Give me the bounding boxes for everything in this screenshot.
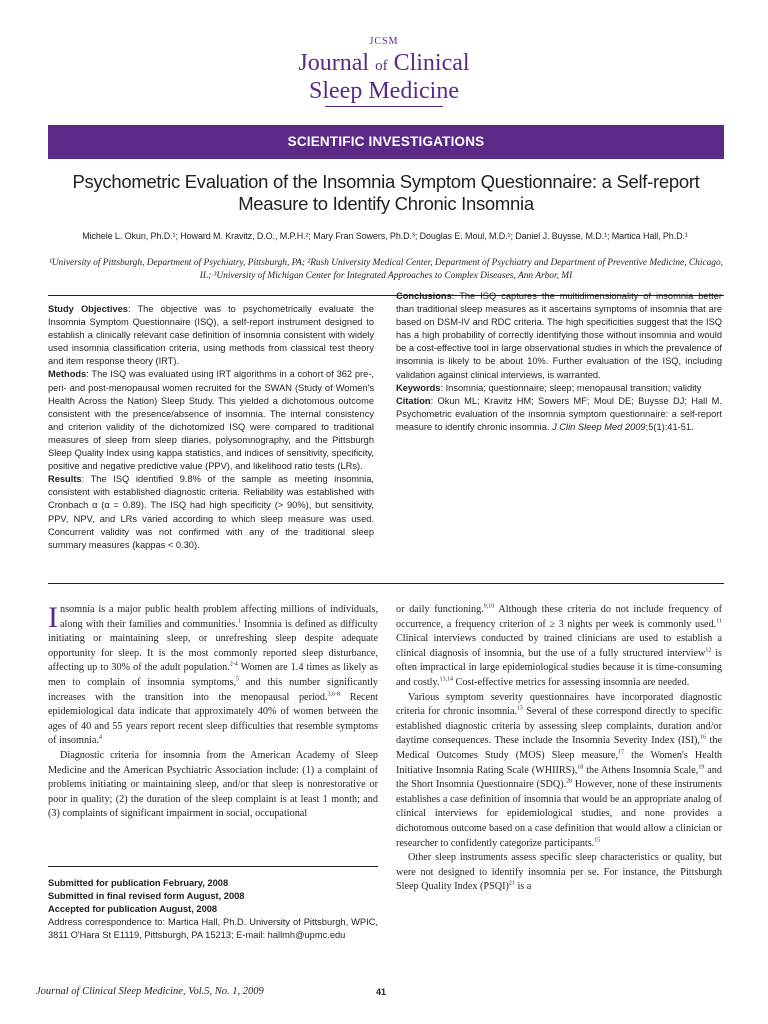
citation-ref: 19 (698, 764, 705, 771)
abstract-text: : Okun ML; Kravitz HM; Sowers MF; Moul DE; Buysse DJ; Hall M. Psychometric evaluation of the insomnia symptom questionnaire: a self-report measure to identify chronic insomnia. (396, 395, 722, 432)
body-text: the Medical Outcomes Study (MOS) Sleep measure, (396, 735, 722, 761)
abstract-label: Keywords (396, 382, 441, 393)
citation-ref: 17 (618, 749, 625, 756)
body-text: and this number significantly increases with the transition into the menopausal period. (48, 676, 378, 703)
journal-name-line1 (0, 50, 768, 79)
citation-ref: 9,10 (483, 603, 495, 610)
abstract-bottom-rule (48, 583, 724, 584)
abstract-right-column (396, 290, 722, 434)
body-right-column (396, 603, 722, 895)
citation-ref: 4 (98, 734, 102, 741)
body-text: or daily functioning. (396, 604, 484, 615)
abstract-label: Citation (396, 395, 431, 406)
citation-ref: 2-4 (229, 661, 238, 668)
correspondence-address: Address correspondence to: Martica Hall, Ph.D. University of Pittsburgh, WPIC, 3811 O'Hara St E1119, Pittsburgh, PA 15213; E-mail: hallmh@upmc.edu (48, 917, 378, 940)
citation-ref: 20 (566, 778, 573, 785)
body-left-column (48, 603, 378, 822)
citation-ref: 15 (517, 705, 524, 712)
citation-ref: 5 (236, 676, 240, 683)
submitted-date: Submitted for publication February, 2008 (48, 878, 229, 888)
footer-journal-reference: Journal of Clinical Sleep Medicine, Vol.5, No. 1, 2009 (36, 986, 264, 997)
body-text: the Women's Health Initiative Insomnia Rating Scale (WHIIRS), (396, 749, 722, 776)
body-text: Although these criteria do not include frequency of occurrence, a frequency criterion of ≥ 3 nights per week is commonly used. (396, 604, 722, 630)
body-text: Other sleep instruments assess specific sleep characteristics or quality, but were not designed to identify insomnia per se. For instance, the Pittsburgh Sleep Quality Index (PSQI) (396, 852, 722, 893)
body-text: and the Short Insomnia Questionnaire (SDQ). (396, 764, 722, 791)
citation-journal: J Clin Sleep Med 2009 (552, 421, 646, 432)
citation-ref: 16 (699, 734, 706, 741)
body-text: nsomnia is a major public health problem affecting millions of individuals, along with their families and communities. (60, 604, 378, 630)
body-text: the Athens Insomnia Scale, (583, 764, 699, 776)
abstract-text: : The ISQ captures the multidimensionality of insomnia better than traditional sleep measures as it ascertains symptoms of insomnia that are based on DSM-IV and RDC criteria. The high specificities suggest that the ISQ has a high probability of correctly identifying those without insomnia and would be a cost-effective tool in large observational studies in which the prevalence of insomnia is likely to be about 10%. Further evaluation of the ISQ, including validation against clinical interviews, is warranted. (396, 291, 722, 380)
abstract-keywords (396, 382, 722, 395)
drop-cap: I (48, 601, 58, 634)
body-text: Several of these correspond directly to specific established diagnostic criteria by assessing sleep complaints, duration and/or daytime consequences. These include the Insomnia Severity Index (ISI), (396, 706, 722, 747)
abstract-conclusions (396, 290, 722, 382)
body-paragraph (396, 691, 722, 852)
body-text: Cost-effective metrics for assessing insomnia are needed. (452, 676, 690, 688)
citation-ref: 18 (577, 764, 584, 771)
body-text: Various symptom severity questionnaires have incorporated diagnostic criteria for chronic insomnia. (396, 691, 722, 718)
body-text: Women are 1.4 times as likely as men to complain of insomnia symptoms, (48, 662, 378, 688)
abstract-label: Study Objectives (48, 304, 128, 314)
body-text: Recent epidemiological data indicate that approximately 40% of women between the ages of 40 and 55 years report recent sleep difficulties that resemble symptoms of insomnia. (48, 691, 378, 747)
journal-name-word: Journal (298, 50, 370, 76)
journal-name-of: of (375, 58, 388, 74)
abstract-label: Results (48, 474, 82, 485)
body-text: Insomnia is defined as difficulty initiating or maintaining sleep, or unrefreshing sleep despite adequate opportunity for sleep. It is the most commonly reported sleep disturbance, affecting up to 30% of the adult population. (48, 618, 378, 674)
abstract-text: : The objective was to psychometrically evaluate the Insomnia Symptom Questionnaire (ISQ), a self-report instrument designed to establish a clinically relevant case definition of insomnia consistent with widely used insomnia classification criteria, using methods from classical test theory and item response theory (IRT). (48, 304, 374, 367)
revised-date: Submitted in final revised form August, 2008 (48, 891, 245, 901)
masthead-divider (325, 106, 443, 107)
abstract-objectives (48, 303, 374, 368)
abstract-text: ;5(1):41-51. (645, 421, 694, 432)
abstract-methods (48, 368, 374, 473)
abstract-results (48, 473, 374, 552)
body-paragraph (396, 603, 722, 691)
abstract-citation (396, 395, 722, 434)
article-title: Psychometric Evaluation of the Insomnia Symptom Questionnaire: a Self-report Measure to Identify Chronic Insomnia (72, 171, 700, 214)
body-text: Clinical interviews conducted by trained clinicians are used to establish a clinical diagnosis of insomnia, but the use of a fully structured interview (396, 633, 722, 659)
body-text: is often impractical in large epidemiological studies because it is time-consuming and costly. (396, 647, 723, 688)
submission-info (48, 877, 378, 942)
citation-ref: 1 (237, 618, 241, 625)
citation-ref: 21 (508, 880, 515, 887)
article-affiliations: ¹University of Pittsburgh, Department of Psychiatry, Pittsburgh, PA; ²Rush University Medical Center, Department of Psychiatry and Department of Preventive Medicine, Chicago, IL; ³University of Michigan Center for Integrated Approaches to Complex Diseases, Ann Arbor, MI (48, 258, 724, 281)
body-paragraph (48, 603, 378, 749)
citation-ref: 11 (716, 618, 722, 625)
citation-ref: 15 (594, 837, 601, 844)
abstract-left-column (48, 303, 374, 552)
body-text: However, none of these instruments establishes a case definition of insomnia that would be an appropriate analog of clinical interviews for epidemiological studies, and none provides a dichotomous outcome based on a case definition that would allow a clinician or researcher to confidently categorize participants. (396, 779, 722, 849)
section-banner: SCIENTIFIC INVESTIGATIONS (48, 125, 724, 159)
citation-ref: 13,14 (439, 676, 453, 683)
submission-rule (48, 866, 378, 867)
body-paragraph (396, 851, 722, 895)
abstract-text: : The ISQ identified 9.8% of the sample as meeting insomnia, consistent with established diagnostic criteria. Reliability was established with Cronbach α (α = 0.89). The ISQ had high specificity (> 90%), but sensitivity, PPV, NPV, and LRs varied according to which sleep measure was used. Concurrent validity was not confirmed with any of the traditional sleep summary measures (kappas < 0.30). (48, 474, 374, 550)
body-text: is a (514, 881, 532, 893)
abstract-text: : The ISQ was evaluated using IRT algorithms in a cohort of 362 pre-, peri- and post-menopausal women recruited for the SWAN (Study of Women's Health Across the Nation) Sleep Study. This yielded a dichotomous outcome consistent with the presence/absence of insomnia. The internal consistency and criterion validity of the dichotomized ISQ were compared to traditional measures of sleep from sleep diaries, polysomnography, and the Pittsburgh Sleep Quality Index using kappa statistics, and indices of sensitivity, specificity, positive and negative predictive value (PPV), and likelihood ratio tests (LRs). (48, 369, 374, 472)
journal-name-line2: Sleep Medicine (309, 78, 459, 104)
abstract-label: Methods (48, 369, 87, 380)
journal-abbrev: JCSM (369, 36, 399, 47)
abstract-text: : Insomnia; questionnaire; sleep; menopausal transition; validity (440, 382, 702, 393)
citation-ref: 3,6-8 (327, 691, 341, 698)
journal-name-word: Clinical (393, 50, 470, 76)
body-paragraph: Diagnostic criteria for insomnia from the American Academy of Sleep Medicine and the American Psychiatric Association include: (1) a complaint of problems initiating or maintaining sleep, and/or that sleep is nonrestorative or poor in quality; (2) the duration of the sleep complaint is at least 1 month; and (3) complaints of significant impairment in social, occupational (48, 749, 378, 820)
abstract-label: Conclusions (396, 291, 452, 301)
page-number: 41 (376, 987, 387, 997)
citation-ref: 12 (705, 647, 712, 654)
accepted-date: Accepted for publication August, 2008 (48, 904, 218, 914)
article-authors: Michele L. Okun, Ph.D.¹; Howard M. Kravitz, D.O., M.P.H.²; Mary Fran Sowers, Ph.D.³; Douglas E. Moul, M.D.¹; Daniel J. Buysse, M.D.¹; Martica Hall, Ph.D.¹ (82, 231, 688, 241)
